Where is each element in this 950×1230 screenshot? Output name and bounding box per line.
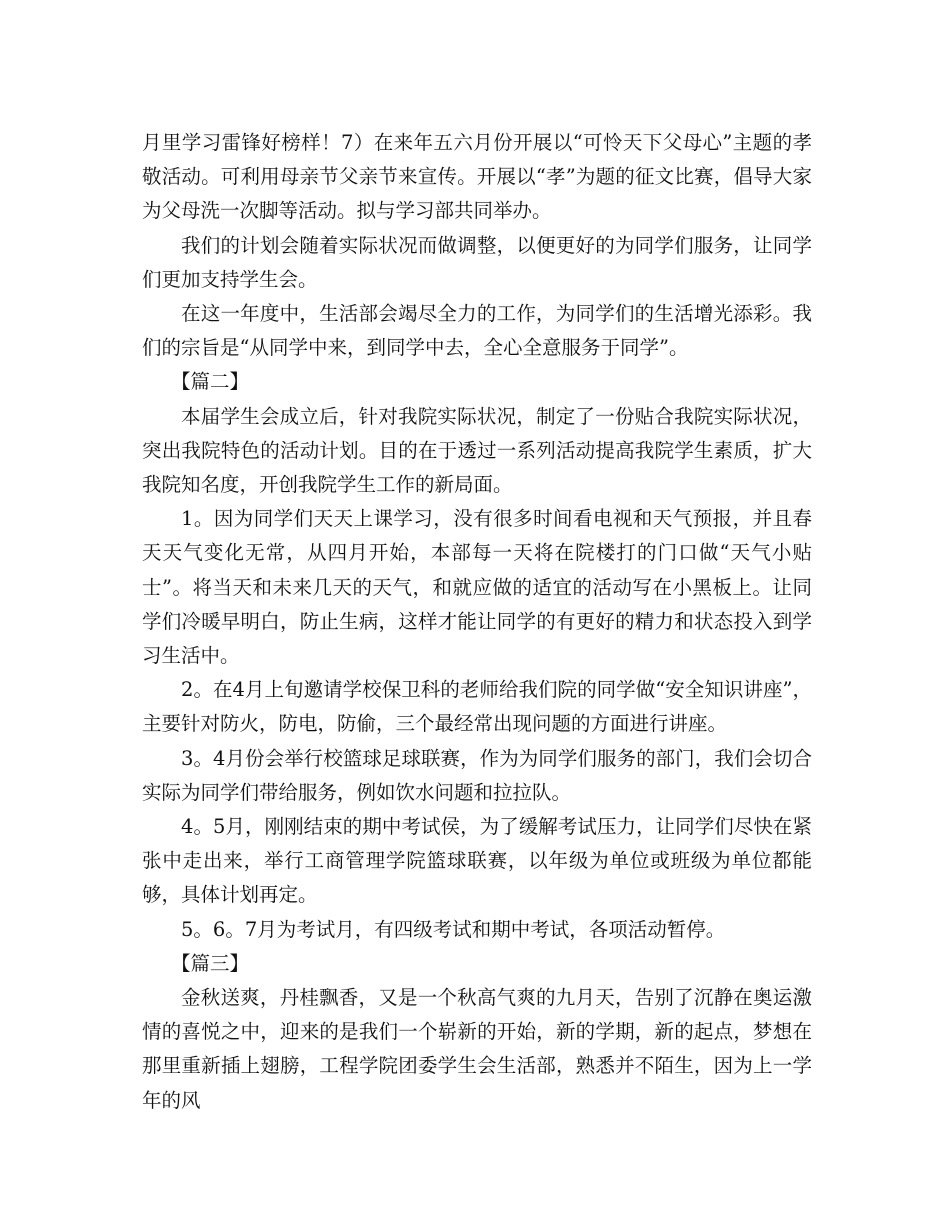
paragraph-purpose: 在这一年度中，生活部会竭尽全力的工作，为同学们的生活增光添彩。我们的宗旨是“从同学中来，到同学中去，全心全意服务于同学”。 bbox=[142, 302, 812, 360]
paragraph-plan-adjustment: 我们的计划会随着实际状况而做调整，以便更好的为同学们服务，让同学们更加支持学生会。 bbox=[142, 233, 812, 291]
paragraph-item-1: 1。因为同学们天天上课学习，没有很多时间看电视和天气预报，并且春天天气变化无常，从四月开始，本部每一天将在院楼打的门口做“天气小贴士”。将当天和未来几天的天气，和就应做的适宜的活动写在小黑板上。让同学们冷暖早明白，防止生病，这样才能让同学的有更好的精力和状态投入到学习生活中。 bbox=[142, 507, 812, 668]
paragraph-intro: 本届学生会成立后，针对我院实际状况，制定了一份贴合我院实际状况，突出我院特色的活动计划。目的在于透过一系列活动提高我院学生素质，扩大我院知名度，开创我院学生工作的新局面。 bbox=[142, 404, 812, 497]
paragraph-item-2: 2。在4月上旬邀请学校保卫科的老师给我们院的同学做“安全知识讲座”，主要针对防火，防电，防偷，三个最经常出现问题的方面进行讲座。 bbox=[142, 678, 812, 736]
paragraph-continuation: 月里学习雷锋好榜样！7）在来年五六月份开展以“可怜天下父母心”主题的孝敬活动。可利用母亲节父亲节来宣传。开展以“孝”为题的征文比赛，倡导大家为父母洗一次脚等活动。拟与学习部共同举办。 bbox=[142, 131, 812, 223]
section-heading-part-two: 【篇二】 bbox=[171, 370, 250, 394]
section-heading-part-three: 【篇三】 bbox=[171, 951, 250, 975]
paragraph-item-3: 3。4月份会举行校篮球足球联赛，作为为同学们服务的部门，我们会切合实际为同学们带给服务，例如饮水问题和拉拉队。 bbox=[142, 746, 812, 804]
paragraph-item-4: 4。5月，刚刚结束的期中考试侯，为了缓解考试压力，让同学们尽快在紧张中走出来，举行工商管理学院篮球联赛，以年级为单位或班级为单位都能够，具体计划再定。 bbox=[142, 815, 812, 907]
paragraph-autumn: 金秋送爽，丹桂飘香，又是一个秋高气爽的九月天，告别了沉静在奥运激情的喜悦之中，迎来的是我们一个崭新的开始，新的学期，新的起点，梦想在那里重新插上翅膀，工程学院团委学生会生活部，熟悉并不陌生，因为上一学年的风 bbox=[142, 986, 812, 1112]
paragraph-item-5: 5。6。7月为考试月，有四级考试和期中考试，各项活动暂停。 bbox=[181, 917, 726, 941]
document-body bbox=[142, 126, 812, 1118]
